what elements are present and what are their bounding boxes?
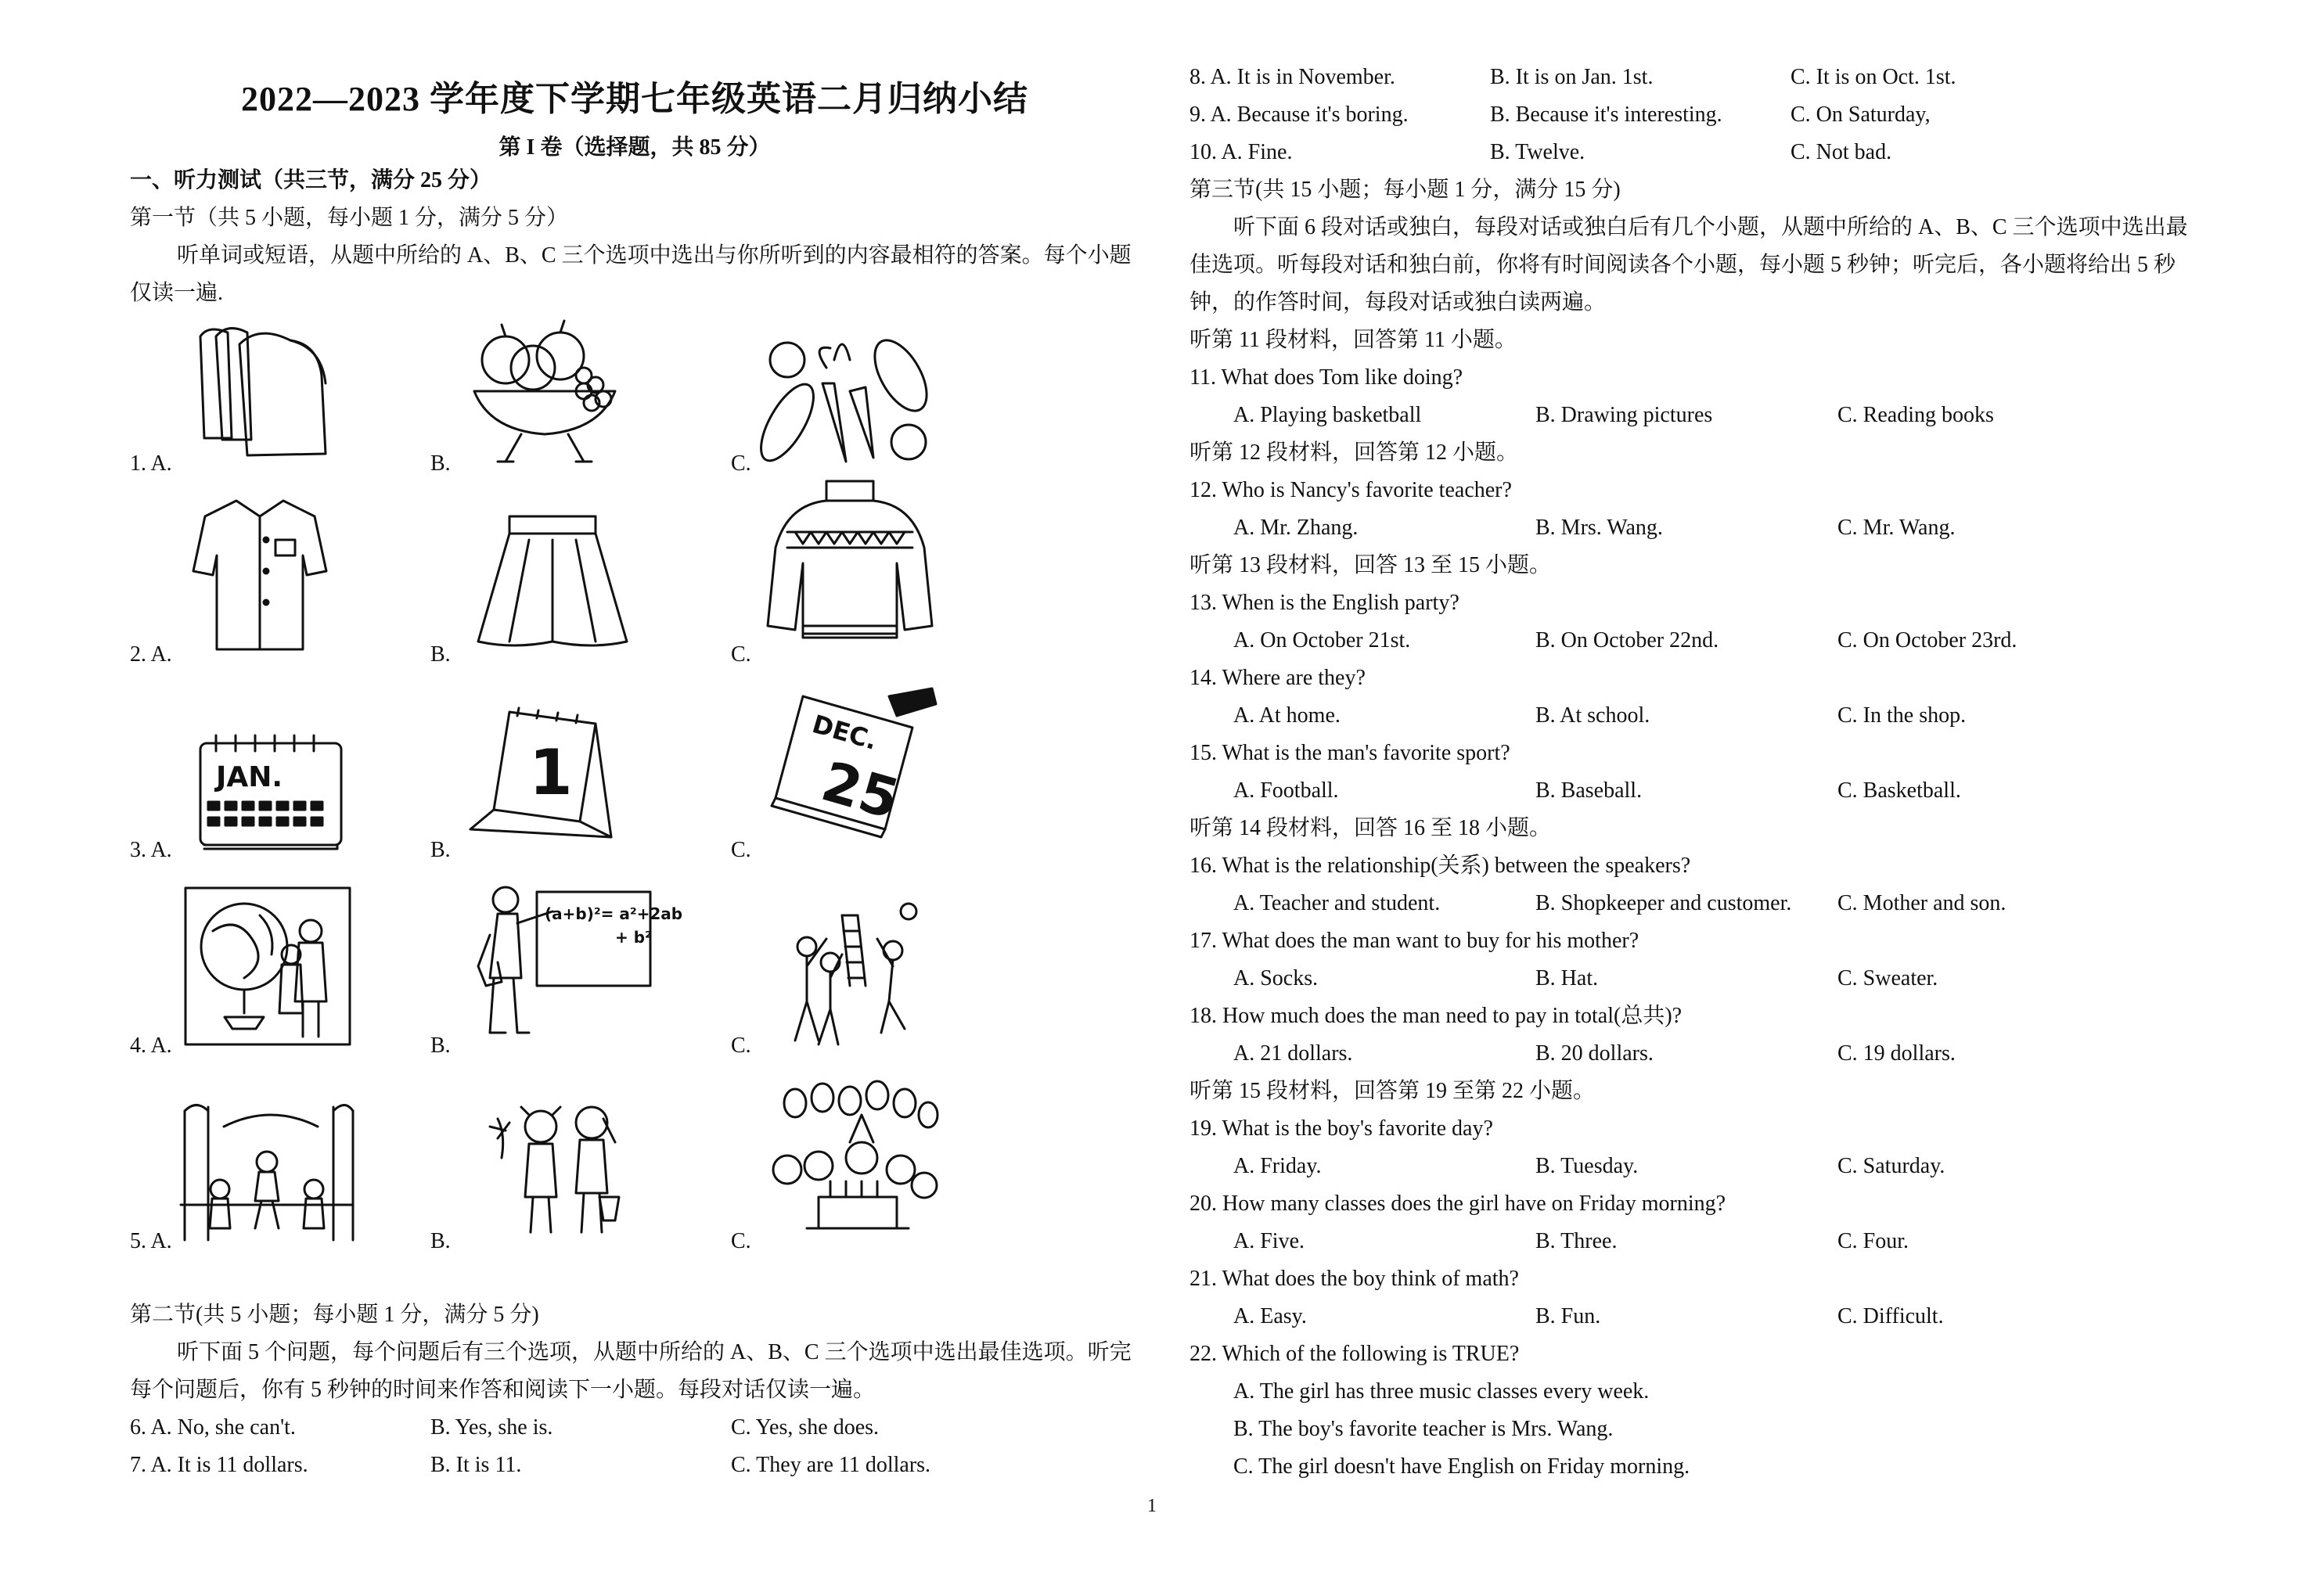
bread-icon — [185, 321, 341, 462]
q4-option-c[interactable]: C. — [731, 1033, 751, 1058]
globe-students-icon — [182, 884, 354, 1048]
vegetables-icon — [756, 313, 944, 469]
skirt-icon — [466, 509, 639, 657]
sec2-instruction-2: 每个问题后，你有 5 秒钟的时间来作答和阅读下一小题。每段对话仅读一遍。 — [130, 1378, 876, 1402]
q9-option-a[interactable]: 9. A. Because it's boring. — [1189, 102, 1409, 127]
calendar-dec25-icon — [756, 681, 944, 845]
q5-option-a[interactable]: 5. A. — [130, 1229, 172, 1253]
q9-option-b[interactable]: B. Because it's interesting. — [1490, 102, 1722, 127]
q11-option-c[interactable]: C. Reading books — [1837, 403, 1994, 427]
q21-question: 21. What does the boy think of math? — [1189, 1267, 1519, 1291]
q21-option-a[interactable]: A. Easy. — [1233, 1304, 1307, 1328]
q20-question: 20. How many classes does the girl have on Friday morning? — [1189, 1192, 1726, 1216]
birthday-party-icon — [764, 1084, 944, 1244]
board-formula-2: + b² — [615, 928, 652, 947]
q17-option-a[interactable]: A. Socks. — [1233, 966, 1319, 990]
q13-option-c[interactable]: C. On October 23rd. — [1837, 628, 2017, 652]
q5-option-c[interactable]: C. — [731, 1229, 751, 1253]
q4-option-b[interactable]: B. — [430, 1033, 451, 1058]
q12-question: 12. Who is Nancy's favorite teacher? — [1189, 478, 1512, 502]
q15-question: 15. What is the man's favorite sport? — [1189, 741, 1510, 765]
sec1-heading: 第一节（共 5 小题，每小题 1 分，满分 5 分） — [130, 206, 569, 230]
q15-option-b[interactable]: B. Baseball. — [1535, 778, 1643, 803]
material-13-label: 听第 13 段材料，回答 13 至 15 小题。 — [1189, 553, 1552, 577]
q4-option-a[interactable]: 4. A. — [130, 1033, 172, 1058]
sec3-heading: 第三节(共 15 小题；每小题 1 分，满分 15 分) — [1189, 178, 1621, 202]
page-number: 1 — [1147, 1496, 1157, 1516]
sec1-instruction-1: 听单词或短语，从题中所给的 A、B、C 三个选项中选出与你所听到的内容最相符的答案。每个小题 — [177, 243, 1132, 268]
q11-option-b[interactable]: B. Drawing pictures — [1535, 403, 1713, 427]
q17-question: 17. What does the man want to buy for his mother? — [1189, 929, 1639, 953]
kids-playing-icon — [177, 1103, 357, 1244]
q16-option-b[interactable]: B. Shopkeeper and customer. — [1535, 891, 1792, 915]
q12-option-b[interactable]: B. Mrs. Wang. — [1535, 516, 1663, 540]
q20-option-c[interactable]: C. Four. — [1837, 1229, 1909, 1253]
q2-option-b[interactable]: B. — [430, 642, 451, 667]
q10-option-c[interactable]: C. Not bad. — [1791, 140, 1892, 164]
q18-option-a[interactable]: A. 21 dollars. — [1233, 1041, 1353, 1066]
q16-option-a[interactable]: A. Teacher and student. — [1233, 891, 1441, 915]
q14-option-c[interactable]: C. In the shop. — [1837, 703, 1967, 728]
q19-option-b[interactable]: B. Tuesday. — [1535, 1154, 1639, 1178]
q6-option-c[interactable]: C. Yes, she does. — [731, 1415, 880, 1440]
q3-option-c[interactable]: C. — [731, 838, 751, 862]
q20-option-a[interactable]: A. Five. — [1233, 1229, 1305, 1253]
material-12-label: 听第 12 段材料，回答第 12 小题。 — [1189, 440, 1519, 465]
q13-option-b[interactable]: B. On October 22nd. — [1535, 628, 1719, 652]
q16-option-c[interactable]: C. Mother and son. — [1837, 891, 2006, 915]
q14-option-b[interactable]: B. At school. — [1535, 703, 1650, 728]
sec2-instruction-1: 听下面 5 个问题，每个问题后有三个选项，从题中所给的 A、B、C 三个选项中选出最佳选项。听完 — [177, 1340, 1132, 1364]
q10-option-a[interactable]: 10. A. Fine. — [1189, 140, 1293, 164]
q21-option-c[interactable]: C. Difficult. — [1837, 1304, 1944, 1328]
q14-question: 14. Where are they? — [1189, 666, 1366, 690]
q21-option-b[interactable]: B. Fun. — [1535, 1304, 1601, 1328]
calendar-25-text: 25 — [815, 749, 906, 832]
q1-option-c[interactable]: C. — [731, 451, 751, 476]
volume-subtitle: 第 I 卷（选择题，共 85 分） — [498, 135, 771, 160]
material-15-label: 听第 15 段材料，回答第 19 至第 22 小题。 — [1189, 1079, 1596, 1103]
q6-option-a[interactable]: 6. A. No, she can't. — [130, 1415, 296, 1440]
q22-question: 22. Which of the following is TRUE? — [1189, 1342, 1520, 1366]
q18-question: 18. How much does the man need to pay in total(总共)? — [1189, 1004, 1683, 1028]
q5-option-b[interactable]: B. — [430, 1229, 451, 1253]
q19-option-a[interactable]: A. Friday. — [1233, 1154, 1322, 1178]
sec3-instruction-3: 钟，的作答时间，每段对话或独白读两遍。 — [1189, 290, 1607, 315]
kids-planting-icon — [474, 1095, 646, 1244]
fruit-bowl-icon — [459, 313, 646, 469]
q13-question: 13. When is the English party? — [1189, 591, 1459, 615]
q19-question: 19. What is the boy's favorite day? — [1189, 1116, 1493, 1141]
sec3-instruction-1: 听下面 6 段对话或独白，每段对话或独白后有几个小题，从题中所给的 A、B、C 三个选项中选出最 — [1233, 215, 2188, 239]
q8-option-b[interactable]: B. It is on Jan. 1st. — [1490, 65, 1654, 89]
sec3-instruction-2: 佳选项。听每段对话和独白前，你将有时间阅读各个小题，每小题 5 秒钟；听完后，各小题将给出 5 秒 — [1189, 253, 2176, 277]
q11-option-a[interactable]: A. Playing basketball — [1233, 403, 1422, 427]
q12-option-a[interactable]: A. Mr. Zhang. — [1233, 516, 1359, 540]
q1-option-b[interactable]: B. — [430, 451, 451, 476]
calendar-1-icon — [462, 704, 619, 845]
calendar-jan-text: JAN. — [216, 761, 283, 793]
q13-option-a[interactable]: A. On October 21st. — [1233, 628, 1411, 652]
q15-option-a[interactable]: A. Football. — [1233, 778, 1339, 803]
q14-option-a[interactable]: A. At home. — [1233, 703, 1341, 728]
q22-option-b[interactable]: B. The boy's favorite teacher is Mrs. Wang. — [1233, 1417, 1614, 1441]
q12-option-c[interactable]: C. Mr. Wang. — [1837, 516, 1956, 540]
q16-question: 16. What is the relationship(关系) between the speakers? — [1189, 854, 1691, 878]
q10-option-b[interactable]: B. Twelve. — [1490, 140, 1585, 164]
q18-option-c[interactable]: C. 19 dollars. — [1837, 1041, 1956, 1066]
sec1-instruction-2: 仅读一遍. — [130, 281, 224, 305]
q8-option-c[interactable]: C. It is on Oct. 1st. — [1791, 65, 1956, 89]
q7-option-c[interactable]: C. They are 11 dollars. — [731, 1453, 931, 1477]
calendar-jan-icon — [193, 728, 349, 853]
q7-option-b[interactable]: B. It is 11. — [430, 1453, 522, 1477]
q17-option-c[interactable]: C. Sweater. — [1837, 966, 1938, 990]
q15-option-c[interactable]: C. Basketball. — [1837, 778, 1961, 803]
q19-option-c[interactable]: C. Saturday. — [1837, 1154, 1945, 1178]
q22-option-a[interactable]: A. The girl has three music classes every week. — [1233, 1379, 1650, 1404]
q3-option-a[interactable]: 3. A. — [130, 838, 172, 862]
page-title: 2022—2023 学年度下学期七年级英语二月归纳小结 — [241, 80, 1028, 118]
sweater-icon — [756, 477, 944, 657]
board-formula-1: (a+b)²= a²+2ab — [545, 904, 683, 923]
q20-option-b[interactable]: B. Three. — [1535, 1229, 1618, 1253]
material-14-label: 听第 14 段材料，回答 16 至 18 小题。 — [1189, 816, 1552, 840]
calendar-1-text: 1 — [529, 736, 573, 809]
q8-option-a[interactable]: 8. A. It is in November. — [1189, 65, 1395, 89]
q22-option-c[interactable]: C. The girl doesn't have English on Friday morning. — [1233, 1454, 1690, 1479]
volleyball-icon — [764, 892, 944, 1048]
q2-option-a[interactable]: 2. A. — [130, 642, 172, 667]
q7-option-a[interactable]: 7. A. It is 11 dollars. — [130, 1453, 308, 1477]
q6-option-b[interactable]: B. Yes, she is. — [430, 1415, 553, 1440]
material-11-label: 听第 11 段材料，回答第 11 小题。 — [1189, 328, 1517, 352]
q3-option-b[interactable]: B. — [430, 838, 451, 862]
part1-heading: 一、听力测试（共三节，满分 25 分） — [130, 168, 492, 192]
q1-option-a[interactable]: 1. A. — [130, 451, 172, 476]
teacher-blackboard-icon — [466, 876, 683, 1048]
q9-option-c[interactable]: C. On Saturday, — [1791, 102, 1931, 127]
q18-option-b[interactable]: B. 20 dollars. — [1535, 1041, 1654, 1066]
q11-question: 11. What does Tom like doing? — [1189, 365, 1463, 390]
calendar-dec-text: DEC. — [808, 709, 881, 756]
q2-option-c[interactable]: C. — [731, 642, 751, 667]
shirt-icon — [182, 493, 338, 657]
sec2-heading: 第二节(共 5 小题；每小题 1 分，满分 5 分) — [130, 1303, 539, 1327]
q17-option-b[interactable]: B. Hat. — [1535, 966, 1599, 990]
